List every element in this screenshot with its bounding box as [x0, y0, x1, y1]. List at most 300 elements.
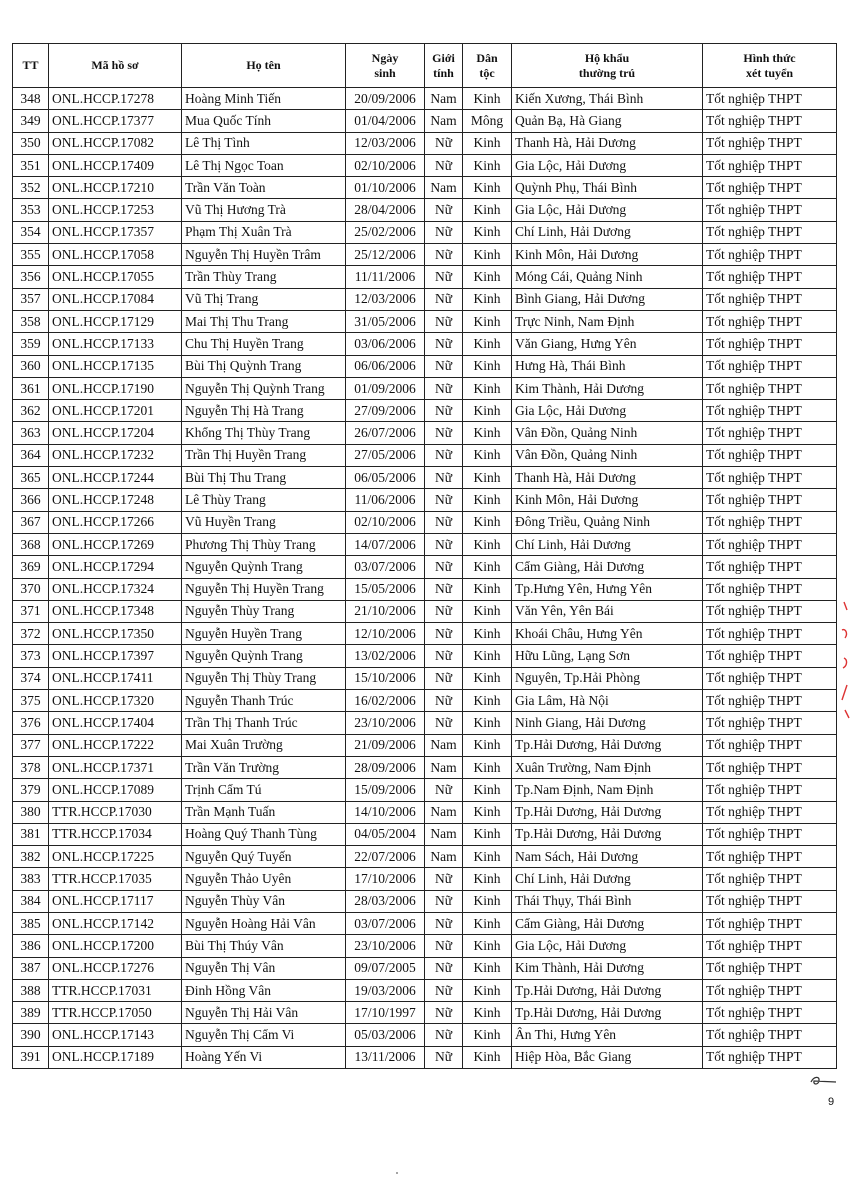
- cell-gioi-tinh: Nam: [425, 823, 463, 845]
- cell-ngay-sinh: 06/06/2006: [346, 355, 425, 377]
- cell-dan-toc: Kinh: [463, 868, 512, 890]
- table-row: [13, 846, 837, 868]
- cell-tt: 376: [13, 712, 49, 734]
- cell-tt: 384: [13, 890, 49, 912]
- cell-gioi-tinh: Nữ: [425, 957, 463, 979]
- table-row: [13, 288, 837, 310]
- cell-hinh-thuc: Tốt nghiệp THPT: [703, 355, 837, 377]
- cell-tt: 355: [13, 244, 49, 266]
- cell-hinh-thuc: Tốt nghiệp THPT: [703, 712, 837, 734]
- cell-ho-khau: Vân Đồn, Quảng Ninh: [512, 444, 703, 466]
- cell-ma-ho-so: ONL.HCCP.17350: [49, 623, 182, 645]
- cell-gioi-tinh: Nữ: [425, 221, 463, 243]
- cell-gioi-tinh: Nữ: [425, 645, 463, 667]
- cell-ho-ten: Hoàng Quý Thanh Tùng: [182, 823, 346, 845]
- cell-ho-khau: Văn Yên, Yên Bái: [512, 600, 703, 622]
- cell-ma-ho-so: ONL.HCCP.17253: [49, 199, 182, 221]
- cell-tt: 350: [13, 132, 49, 154]
- cell-gioi-tinh: Nữ: [425, 890, 463, 912]
- table-row: [13, 199, 837, 221]
- cell-ngay-sinh: 01/10/2006: [346, 177, 425, 199]
- cell-gioi-tinh: Nữ: [425, 623, 463, 645]
- table-row: [13, 154, 837, 176]
- cell-ngay-sinh: 16/02/2006: [346, 690, 425, 712]
- cell-tt: 358: [13, 310, 49, 332]
- cell-dan-toc: Kinh: [463, 1024, 512, 1046]
- cell-tt: 372: [13, 623, 49, 645]
- cell-ho-ten: Mua Quốc Tính: [182, 110, 346, 132]
- cell-ma-ho-so: ONL.HCCP.17232: [49, 444, 182, 466]
- cell-ma-ho-so: ONL.HCCP.17377: [49, 110, 182, 132]
- cell-tt: 383: [13, 868, 49, 890]
- cell-dan-toc: Kinh: [463, 957, 512, 979]
- table-row: [13, 957, 837, 979]
- cell-ngay-sinh: 31/05/2006: [346, 310, 425, 332]
- cell-hinh-thuc: Tốt nghiệp THPT: [703, 244, 837, 266]
- cell-gioi-tinh: Nữ: [425, 600, 463, 622]
- cell-ho-ten: Trần Văn Trường: [182, 756, 346, 778]
- cell-gioi-tinh: Nam: [425, 734, 463, 756]
- cell-ho-ten: Nguyễn Thanh Trúc: [182, 690, 346, 712]
- cell-gioi-tinh: Nữ: [425, 400, 463, 422]
- col-header-ngay-sinh: Ngày sinh: [346, 44, 425, 88]
- cell-dan-toc: Kinh: [463, 645, 512, 667]
- table-row: [13, 467, 837, 489]
- cell-ho-ten: Vũ Thị Trang: [182, 288, 346, 310]
- cell-ho-khau: Thanh Hà, Hải Dương: [512, 132, 703, 154]
- cell-tt: 364: [13, 444, 49, 466]
- cell-ma-ho-so: TTR.HCCP.17030: [49, 801, 182, 823]
- cell-ma-ho-so: ONL.HCCP.17190: [49, 377, 182, 399]
- cell-hinh-thuc: Tốt nghiệp THPT: [703, 511, 837, 533]
- cell-ngay-sinh: 21/09/2006: [346, 734, 425, 756]
- cell-gioi-tinh: Nữ: [425, 154, 463, 176]
- cell-ho-khau: Hưng Hà, Thái Bình: [512, 355, 703, 377]
- cell-ma-ho-so: ONL.HCCP.17348: [49, 600, 182, 622]
- cell-ngay-sinh: 13/02/2006: [346, 645, 425, 667]
- cell-ma-ho-so: ONL.HCCP.17129: [49, 310, 182, 332]
- cell-hinh-thuc: Tốt nghiệp THPT: [703, 690, 837, 712]
- cell-ho-ten: Đinh Hồng Vân: [182, 979, 346, 1001]
- cell-hinh-thuc: Tốt nghiệp THPT: [703, 288, 837, 310]
- cell-gioi-tinh: Nữ: [425, 667, 463, 689]
- cell-ma-ho-so: TTR.HCCP.17035: [49, 868, 182, 890]
- col-header-gioi-tinh: Giới tính: [425, 44, 463, 88]
- cell-hinh-thuc: Tốt nghiệp THPT: [703, 578, 837, 600]
- cell-tt: 362: [13, 400, 49, 422]
- cell-ho-ten: Nguyễn Quỳnh Trang: [182, 645, 346, 667]
- cell-tt: 369: [13, 556, 49, 578]
- cell-ho-khau: Đông Triều, Quảng Ninh: [512, 511, 703, 533]
- cell-ho-ten: Bùi Thị Thu Trang: [182, 467, 346, 489]
- cell-ho-khau: Tp.Hải Dương, Hải Dương: [512, 1002, 703, 1024]
- cell-ho-ten: Trần Thùy Trang: [182, 266, 346, 288]
- cell-ho-ten: Nguyễn Hoàng Hải Vân: [182, 912, 346, 934]
- cell-ngay-sinh: 27/05/2006: [346, 444, 425, 466]
- cell-ho-ten: Nguyễn Thị Huyền Trang: [182, 578, 346, 600]
- cell-ho-ten: Nguyễn Huyền Trang: [182, 623, 346, 645]
- cell-gioi-tinh: Nữ: [425, 132, 463, 154]
- cell-gioi-tinh: Nữ: [425, 779, 463, 801]
- cell-hinh-thuc: Tốt nghiệp THPT: [703, 979, 837, 1001]
- cell-dan-toc: Kinh: [463, 132, 512, 154]
- cell-gioi-tinh: Nữ: [425, 355, 463, 377]
- cell-ma-ho-so: ONL.HCCP.17082: [49, 132, 182, 154]
- cell-ngay-sinh: 27/09/2006: [346, 400, 425, 422]
- cell-hinh-thuc: Tốt nghiệp THPT: [703, 467, 837, 489]
- cell-ho-khau: Khoái Châu, Hưng Yên: [512, 623, 703, 645]
- cell-hinh-thuc: Tốt nghiệp THPT: [703, 444, 837, 466]
- cell-dan-toc: Kinh: [463, 890, 512, 912]
- table-header: [13, 44, 837, 88]
- cell-ho-khau: Móng Cái, Quảng Ninh: [512, 266, 703, 288]
- cell-hinh-thuc: Tốt nghiệp THPT: [703, 489, 837, 511]
- cell-tt: 354: [13, 221, 49, 243]
- cell-hinh-thuc: Tốt nghiệp THPT: [703, 199, 837, 221]
- cell-ma-ho-so: ONL.HCCP.17244: [49, 467, 182, 489]
- cell-tt: 348: [13, 88, 49, 110]
- cell-ho-khau: Gia Lộc, Hải Dương: [512, 400, 703, 422]
- cell-dan-toc: Kinh: [463, 756, 512, 778]
- cell-gioi-tinh: Nữ: [425, 467, 463, 489]
- cell-hinh-thuc: Tốt nghiệp THPT: [703, 779, 837, 801]
- cell-ngay-sinh: 12/03/2006: [346, 288, 425, 310]
- cell-ho-ten: Trần Thị Huyền Trang: [182, 444, 346, 466]
- cell-hinh-thuc: Tốt nghiệp THPT: [703, 533, 837, 555]
- table-row: [13, 221, 837, 243]
- cell-ho-khau: Tp.Hưng Yên, Hưng Yên: [512, 578, 703, 600]
- cell-ho-ten: Trịnh Cẩm Tú: [182, 779, 346, 801]
- cell-ma-ho-so: ONL.HCCP.17055: [49, 266, 182, 288]
- cell-ho-ten: Nguyễn Quý Tuyến: [182, 846, 346, 868]
- cell-tt: 373: [13, 645, 49, 667]
- cell-ngay-sinh: 19/03/2006: [346, 979, 425, 1001]
- cell-ngay-sinh: 23/10/2006: [346, 712, 425, 734]
- cell-ngay-sinh: 15/05/2006: [346, 578, 425, 600]
- cell-hinh-thuc: Tốt nghiệp THPT: [703, 868, 837, 890]
- cell-dan-toc: Kinh: [463, 690, 512, 712]
- cell-ho-khau: Gia Lộc, Hải Dương: [512, 154, 703, 176]
- cell-hinh-thuc: Tốt nghiệp THPT: [703, 734, 837, 756]
- table-row: [13, 801, 837, 823]
- cell-gioi-tinh: Nữ: [425, 377, 463, 399]
- cell-tt: 367: [13, 511, 49, 533]
- cell-dan-toc: Kinh: [463, 467, 512, 489]
- cell-ma-ho-so: ONL.HCCP.17058: [49, 244, 182, 266]
- cell-ho-ten: Lê Thị Tình: [182, 132, 346, 154]
- cell-dan-toc: Kinh: [463, 779, 512, 801]
- cell-ma-ho-so: ONL.HCCP.17397: [49, 645, 182, 667]
- cell-ho-ten: Bùi Thị Thúy Vân: [182, 935, 346, 957]
- cell-ho-khau: Bình Giang, Hải Dương: [512, 288, 703, 310]
- col-header-ho-ten: Họ tên: [182, 44, 346, 88]
- cell-hinh-thuc: Tốt nghiệp THPT: [703, 266, 837, 288]
- cell-dan-toc: Kinh: [463, 333, 512, 355]
- cell-ho-khau: Kinh Môn, Hải Dương: [512, 244, 703, 266]
- cell-ho-khau: Quỳnh Phụ, Thái Bình: [512, 177, 703, 199]
- cell-ma-ho-so: ONL.HCCP.17143: [49, 1024, 182, 1046]
- cell-ho-khau: Kinh Môn, Hải Dương: [512, 489, 703, 511]
- col-header-ho-khau: Hộ khẩu thường trú: [512, 44, 703, 88]
- cell-ho-khau: Thanh Hà, Hải Dương: [512, 467, 703, 489]
- cell-dan-toc: Kinh: [463, 600, 512, 622]
- cell-ho-ten: Nguyễn Thùy Trang: [182, 600, 346, 622]
- cell-ho-khau: Thái Thụy, Thái Bình: [512, 890, 703, 912]
- table-body: [13, 88, 837, 1069]
- cell-ma-ho-so: ONL.HCCP.17210: [49, 177, 182, 199]
- cell-gioi-tinh: Nữ: [425, 422, 463, 444]
- cell-ngay-sinh: 22/07/2006: [346, 846, 425, 868]
- cell-hinh-thuc: Tốt nghiệp THPT: [703, 623, 837, 645]
- table-row: [13, 667, 837, 689]
- cell-ma-ho-so: TTR.HCCP.17031: [49, 979, 182, 1001]
- table-row: [13, 177, 837, 199]
- cell-ma-ho-so: TTR.HCCP.17034: [49, 823, 182, 845]
- header-row: [13, 44, 837, 88]
- cell-ma-ho-so: ONL.HCCP.17294: [49, 556, 182, 578]
- cell-ma-ho-so: ONL.HCCP.17133: [49, 333, 182, 355]
- cell-gioi-tinh: Nữ: [425, 511, 463, 533]
- cell-tt: 379: [13, 779, 49, 801]
- cell-dan-toc: Kinh: [463, 712, 512, 734]
- cell-ho-ten: Lê Thị Ngọc Toan: [182, 154, 346, 176]
- cell-dan-toc: Kinh: [463, 533, 512, 555]
- cell-ma-ho-so: TTR.HCCP.17050: [49, 1002, 182, 1024]
- cell-ho-khau: Nguyên, Tp.Hải Phòng: [512, 667, 703, 689]
- cell-hinh-thuc: Tốt nghiệp THPT: [703, 823, 837, 845]
- cell-gioi-tinh: Nữ: [425, 288, 463, 310]
- cell-tt: 388: [13, 979, 49, 1001]
- cell-ngay-sinh: 13/11/2006: [346, 1046, 425, 1068]
- cell-dan-toc: Kinh: [463, 1002, 512, 1024]
- cell-ho-khau: Vân Đồn, Quảng Ninh: [512, 422, 703, 444]
- cell-gioi-tinh: Nữ: [425, 578, 463, 600]
- cell-ma-ho-so: ONL.HCCP.17320: [49, 690, 182, 712]
- cell-tt: 382: [13, 846, 49, 868]
- cell-hinh-thuc: Tốt nghiệp THPT: [703, 333, 837, 355]
- cell-ngay-sinh: 03/06/2006: [346, 333, 425, 355]
- cell-ngay-sinh: 01/09/2006: [346, 377, 425, 399]
- cell-ho-khau: Kiến Xương, Thái Bình: [512, 88, 703, 110]
- table-row: [13, 244, 837, 266]
- cell-ngay-sinh: 02/10/2006: [346, 154, 425, 176]
- cell-tt: 359: [13, 333, 49, 355]
- cell-dan-toc: Kinh: [463, 979, 512, 1001]
- cell-ho-ten: Nguyễn Thùy Vân: [182, 890, 346, 912]
- table-row: [13, 578, 837, 600]
- cell-dan-toc: Kinh: [463, 377, 512, 399]
- cell-ho-khau: Trực Ninh, Nam Định: [512, 310, 703, 332]
- cell-ho-ten: Vũ Thị Hương Trà: [182, 199, 346, 221]
- table-row: [13, 712, 837, 734]
- cell-dan-toc: Kinh: [463, 355, 512, 377]
- cell-ma-ho-so: ONL.HCCP.17204: [49, 422, 182, 444]
- cell-gioi-tinh: Nữ: [425, 533, 463, 555]
- cell-dan-toc: Kinh: [463, 154, 512, 176]
- cell-gioi-tinh: Nam: [425, 846, 463, 868]
- cell-ho-khau: Văn Giang, Hưng Yên: [512, 333, 703, 355]
- cell-ngay-sinh: 01/04/2006: [346, 110, 425, 132]
- cell-tt: 390: [13, 1024, 49, 1046]
- cell-tt: 351: [13, 154, 49, 176]
- table-row: [13, 377, 837, 399]
- col-header-tt: TT: [13, 44, 49, 88]
- cell-ngay-sinh: 11/06/2006: [346, 489, 425, 511]
- cell-dan-toc: Kinh: [463, 88, 512, 110]
- cell-gioi-tinh: Nữ: [425, 444, 463, 466]
- table-row: [13, 132, 837, 154]
- cell-ngay-sinh: 25/02/2006: [346, 221, 425, 243]
- cell-ho-ten: Trần Thị Thanh Trúc: [182, 712, 346, 734]
- cell-ho-khau: Kim Thành, Hải Dương: [512, 957, 703, 979]
- col-header-dan-toc: Dân tộc: [463, 44, 512, 88]
- cell-tt: 371: [13, 600, 49, 622]
- cell-ho-khau: Hiệp Hòa, Bắc Giang: [512, 1046, 703, 1068]
- cell-gioi-tinh: Nữ: [425, 690, 463, 712]
- stamp-edge-mark: [838, 600, 853, 720]
- table-row: [13, 533, 837, 555]
- cell-ho-khau: Tp.Nam Định, Nam Định: [512, 779, 703, 801]
- cell-tt: 386: [13, 935, 49, 957]
- cell-dan-toc: Kinh: [463, 288, 512, 310]
- cell-tt: 381: [13, 823, 49, 845]
- cell-ho-khau: Chí Linh, Hải Dương: [512, 868, 703, 890]
- signature-initial-icon: [808, 1073, 842, 1089]
- cell-hinh-thuc: Tốt nghiệp THPT: [703, 890, 837, 912]
- cell-tt: 370: [13, 578, 49, 600]
- cell-ngay-sinh: 28/03/2006: [346, 890, 425, 912]
- cell-ngay-sinh: 12/03/2006: [346, 132, 425, 154]
- table-row: [13, 600, 837, 622]
- table-row: [13, 1024, 837, 1046]
- table-row: [13, 779, 837, 801]
- table-row: [13, 823, 837, 845]
- table-row: [13, 623, 837, 645]
- cell-tt: 385: [13, 912, 49, 934]
- cell-ho-khau: Gia Lộc, Hải Dương: [512, 199, 703, 221]
- cell-gioi-tinh: Nữ: [425, 712, 463, 734]
- cell-hinh-thuc: Tốt nghiệp THPT: [703, 957, 837, 979]
- cell-gioi-tinh: Nữ: [425, 979, 463, 1001]
- cell-ho-khau: Tp.Hải Dương, Hải Dương: [512, 801, 703, 823]
- cell-ho-ten: Nguyễn Thị Hải Vân: [182, 1002, 346, 1024]
- cell-gioi-tinh: Nữ: [425, 1046, 463, 1068]
- cell-hinh-thuc: Tốt nghiệp THPT: [703, 154, 837, 176]
- col-header-ma-ho-so: Mã hồ sơ: [49, 44, 182, 88]
- cell-ho-khau: Nam Sách, Hải Dương: [512, 846, 703, 868]
- cell-ngay-sinh: 06/05/2006: [346, 467, 425, 489]
- cell-ho-ten: Nguyễn Thảo Uyên: [182, 868, 346, 890]
- cell-dan-toc: Kinh: [463, 199, 512, 221]
- cell-dan-toc: Kinh: [463, 623, 512, 645]
- cell-ngay-sinh: 04/05/2004: [346, 823, 425, 845]
- cell-ma-ho-so: ONL.HCCP.17276: [49, 957, 182, 979]
- cell-ho-khau: Ân Thi, Hưng Yên: [512, 1024, 703, 1046]
- cell-hinh-thuc: Tốt nghiệp THPT: [703, 177, 837, 199]
- cell-dan-toc: Kinh: [463, 823, 512, 845]
- cell-hinh-thuc: Tốt nghiệp THPT: [703, 221, 837, 243]
- cell-ma-ho-so: ONL.HCCP.17266: [49, 511, 182, 533]
- cell-hinh-thuc: Tốt nghiệp THPT: [703, 377, 837, 399]
- cell-ma-ho-so: ONL.HCCP.17200: [49, 935, 182, 957]
- cell-ma-ho-so: ONL.HCCP.17201: [49, 400, 182, 422]
- cell-gioi-tinh: Nữ: [425, 1002, 463, 1024]
- cell-ho-ten: Lê Thùy Trang: [182, 489, 346, 511]
- cell-ngay-sinh: 03/07/2006: [346, 556, 425, 578]
- cell-dan-toc: Kinh: [463, 578, 512, 600]
- cell-ma-ho-so: ONL.HCCP.17225: [49, 846, 182, 868]
- table-row: [13, 935, 837, 957]
- cell-ngay-sinh: 12/10/2006: [346, 623, 425, 645]
- cell-tt: 368: [13, 533, 49, 555]
- cell-ho-khau: Tp.Hải Dương, Hải Dương: [512, 734, 703, 756]
- cell-ngay-sinh: 26/07/2006: [346, 422, 425, 444]
- cell-hinh-thuc: Tốt nghiệp THPT: [703, 132, 837, 154]
- cell-ho-ten: Nguyễn Thị Thùy Trang: [182, 667, 346, 689]
- cell-ho-khau: Ninh Giang, Hải Dương: [512, 712, 703, 734]
- admission-list-table: [12, 43, 837, 1069]
- cell-ma-ho-so: ONL.HCCP.17324: [49, 578, 182, 600]
- cell-ho-khau: Kim Thành, Hải Dương: [512, 377, 703, 399]
- table-row: [13, 444, 837, 466]
- cell-hinh-thuc: Tốt nghiệp THPT: [703, 1024, 837, 1046]
- cell-ho-ten: Nguyễn Thị Vân: [182, 957, 346, 979]
- cell-ho-khau: Tp.Hải Dương, Hải Dương: [512, 979, 703, 1001]
- cell-gioi-tinh: Nữ: [425, 266, 463, 288]
- cell-gioi-tinh: Nữ: [425, 912, 463, 934]
- cell-gioi-tinh: Nữ: [425, 868, 463, 890]
- table-row: [13, 979, 837, 1001]
- cell-dan-toc: Kinh: [463, 310, 512, 332]
- cell-hinh-thuc: Tốt nghiệp THPT: [703, 1002, 837, 1024]
- cell-ngay-sinh: 09/07/2005: [346, 957, 425, 979]
- cell-tt: 349: [13, 110, 49, 132]
- cell-ho-ten: Mai Xuân Trường: [182, 734, 346, 756]
- cell-dan-toc: Kinh: [463, 801, 512, 823]
- table-row: [13, 88, 837, 110]
- cell-hinh-thuc: Tốt nghiệp THPT: [703, 400, 837, 422]
- table-row: [13, 489, 837, 511]
- cell-hinh-thuc: Tốt nghiệp THPT: [703, 756, 837, 778]
- cell-dan-toc: Kinh: [463, 221, 512, 243]
- table-row: [13, 690, 837, 712]
- cell-dan-toc: Kinh: [463, 667, 512, 689]
- cell-ho-ten: Nguyễn Thị Hà Trang: [182, 400, 346, 422]
- table-row: [13, 266, 837, 288]
- cell-ho-ten: Mai Thị Thu Trang: [182, 310, 346, 332]
- cell-ma-ho-so: ONL.HCCP.17142: [49, 912, 182, 934]
- cell-ma-ho-so: ONL.HCCP.17404: [49, 712, 182, 734]
- cell-ngay-sinh: 25/12/2006: [346, 244, 425, 266]
- cell-dan-toc: Kinh: [463, 511, 512, 533]
- cell-ngay-sinh: 15/10/2006: [346, 667, 425, 689]
- cell-ngay-sinh: 20/09/2006: [346, 88, 425, 110]
- table-row: [13, 400, 837, 422]
- cell-tt: 353: [13, 199, 49, 221]
- cell-ho-ten: Khổng Thị Thùy Trang: [182, 422, 346, 444]
- cell-ho-ten: Nguyễn Thị Quỳnh Trang: [182, 377, 346, 399]
- cell-hinh-thuc: Tốt nghiệp THPT: [703, 1046, 837, 1068]
- cell-tt: 389: [13, 1002, 49, 1024]
- cell-ho-ten: Chu Thị Huyền Trang: [182, 333, 346, 355]
- cell-tt: 387: [13, 957, 49, 979]
- cell-ma-ho-so: ONL.HCCP.17222: [49, 734, 182, 756]
- scan-dot: [396, 1172, 398, 1174]
- cell-ma-ho-so: ONL.HCCP.17135: [49, 355, 182, 377]
- cell-ma-ho-so: ONL.HCCP.17084: [49, 288, 182, 310]
- cell-hinh-thuc: Tốt nghiệp THPT: [703, 600, 837, 622]
- cell-ho-ten: Hoàng Minh Tiến: [182, 88, 346, 110]
